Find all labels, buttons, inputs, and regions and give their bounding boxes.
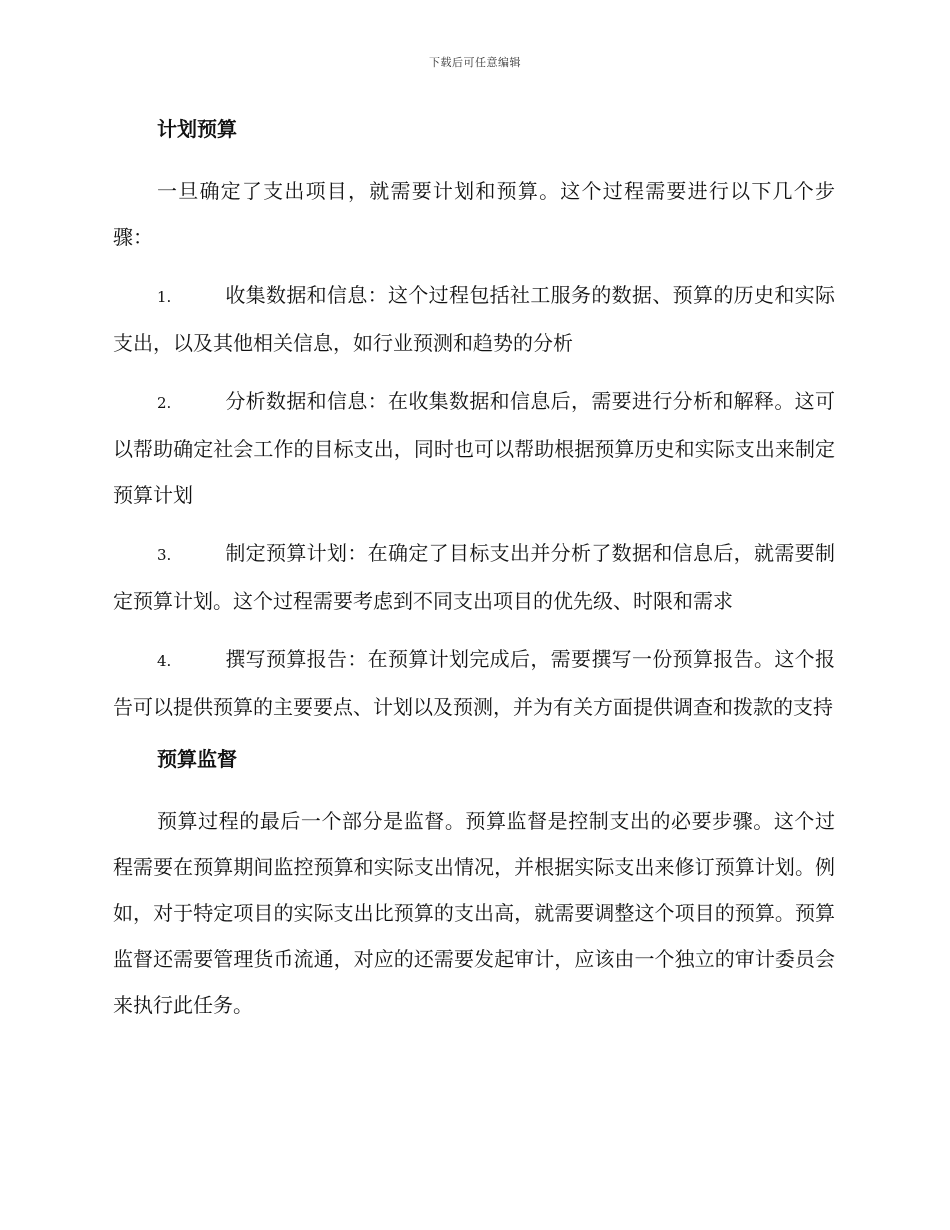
list-item bbox=[113, 530, 835, 624]
section-heading-plan-budget: 计划预算 bbox=[157, 117, 237, 141]
section-heading-budget-monitoring: 预算监督 bbox=[157, 747, 237, 771]
list-item-text: 分析数据和信息：在收集数据和信息后，需要进行分析和解释。这可以帮助确定社会工作的目标支出，同时也可以帮助根据预算历史和实际支出来制定预算计划 bbox=[113, 389, 835, 507]
list-item bbox=[113, 378, 835, 518]
list-item-number: 2. bbox=[157, 394, 172, 412]
list-item-text: 制定预算计划：在确定了目标支出并分析了数据和信息后，就需要制定预算计划。这个过程需要考虑到不同支出项目的优先级、时限和需求 bbox=[113, 541, 835, 613]
list-item-text: 撰写预算报告：在预算计划完成后，需要撰写一份预算报告。这个报告可以提供预算的主要要点、计划以及预测，并为有关方面提供调查和拨款的支持 bbox=[113, 647, 835, 719]
list-item-text: 收集数据和信息：这个过程包括社工服务的数据、预算的历史和实际支出，以及其他相关信息，如行业预测和趋势的分析 bbox=[113, 283, 835, 355]
list-item bbox=[113, 272, 835, 366]
page-header-note: 下载后可任意编辑 bbox=[429, 56, 521, 69]
list-item-number: 3. bbox=[157, 546, 172, 564]
list-item-number: 4. bbox=[157, 652, 172, 670]
list-item bbox=[113, 636, 835, 730]
section-intro-paragraph: 一旦确定了支出项目，就需要计划和预算。这个过程需要进行以下几个步骤： bbox=[113, 179, 835, 249]
section-body-paragraph: 预算过程的最后一个部分是监督。预算监督是控制支出的必要步骤。这个过程需要在预算期间监控预算和实际支出情况，并根据实际支出来修订预算计划。例如，对于特定项目的实际支出比预算的支出高，就需要调整这个项目的预算。预算监督还需要管理货币流通，对应的还需要发起审计，应该由一个独立的审计委员会来执行此任务。 bbox=[113, 809, 835, 1017]
document-body bbox=[113, 112, 835, 1040]
list-item-number: 1. bbox=[157, 288, 172, 306]
